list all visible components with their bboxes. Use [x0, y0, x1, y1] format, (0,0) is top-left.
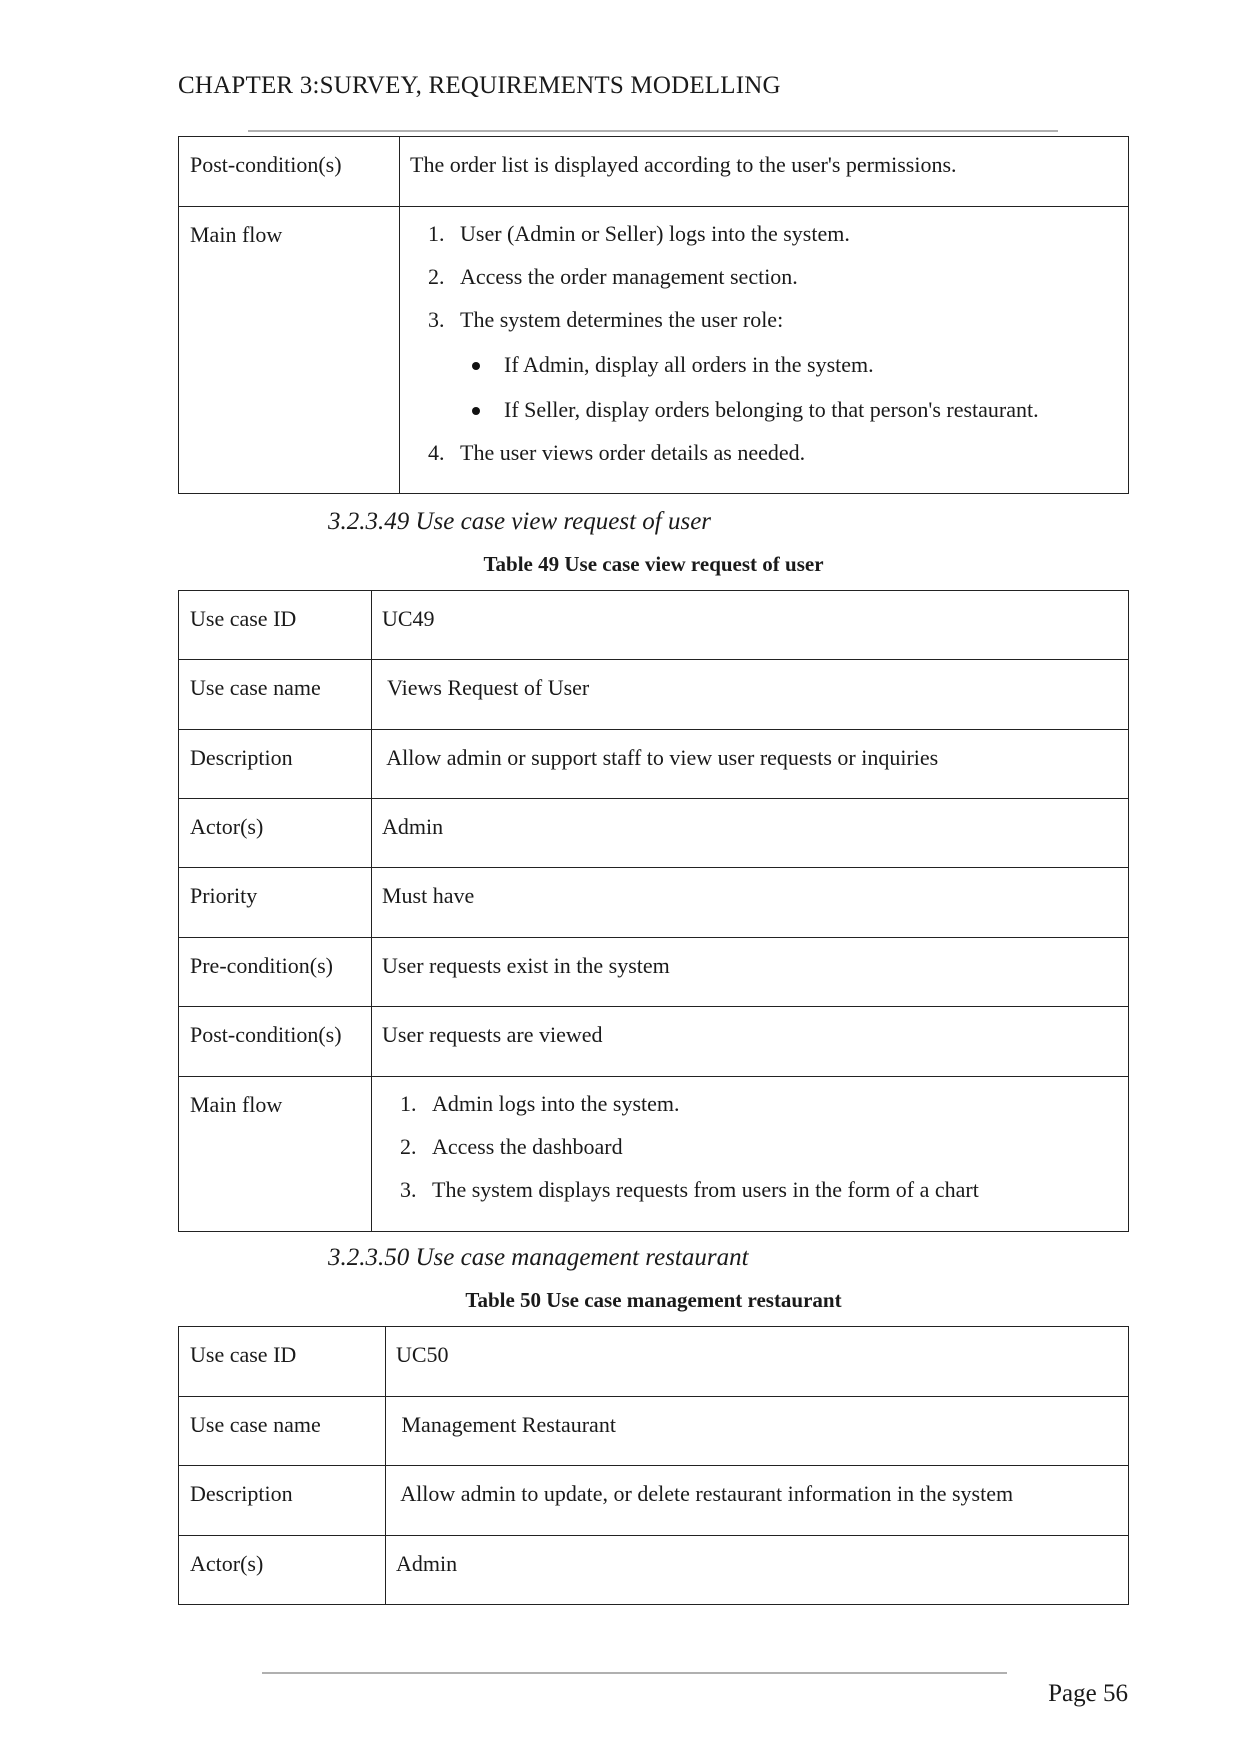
row-value: User requests are viewed	[372, 1007, 1129, 1077]
row-value: Management Restaurant	[386, 1397, 1129, 1466]
row-label: Description	[179, 730, 372, 799]
table-row	[179, 1397, 1129, 1466]
table-row	[179, 938, 1129, 1007]
table-50	[178, 1326, 1129, 1605]
flow-step	[450, 307, 1118, 423]
table-row	[179, 868, 1129, 938]
row-value: The order list is displayed according to the user's permissions.	[400, 137, 1129, 207]
table-caption-49: Table 49 Use case view request of user	[483, 552, 824, 576]
row-value: Admin	[372, 799, 1129, 868]
role-sublist	[460, 352, 1118, 423]
table-row	[179, 1077, 1129, 1232]
row-value: Allow admin or support staff to view user requests or inquiries	[372, 730, 1129, 799]
table-row	[179, 1536, 1129, 1605]
header-divider	[248, 130, 1058, 132]
row-label: Use case ID	[179, 1327, 386, 1397]
row-label: Description	[179, 1466, 386, 1536]
table-row	[179, 1466, 1129, 1536]
row-label: Actor(s)	[179, 1536, 386, 1605]
bullet-icon	[472, 362, 480, 370]
row-label: Post-condition(s)	[179, 1007, 372, 1077]
sub-item	[492, 397, 1118, 423]
main-flow-cell	[400, 207, 1129, 494]
row-label: Priority	[179, 868, 372, 938]
table-row	[179, 207, 1129, 494]
row-label: Actor(s)	[179, 799, 372, 868]
table-caption-50: Table 50 Use case management restaurant	[465, 1288, 842, 1312]
section-heading-50: 3.2.3.50 Use case management restaurant	[328, 1244, 749, 1271]
table-row	[179, 799, 1129, 868]
main-flow-cell	[372, 1077, 1129, 1232]
row-label: Pre-condition(s)	[179, 938, 372, 1007]
table-49	[178, 590, 1129, 1232]
flow-step: 1. User (Admin or Seller) logs into the system.	[450, 221, 1118, 247]
chapter-header: CHAPTER 3:SURVEY, REQUIREMENTS MODELLING	[178, 72, 781, 99]
row-value: User requests exist in the system	[372, 938, 1129, 1007]
table-row	[179, 730, 1129, 799]
row-value: UC49	[372, 591, 1129, 660]
page-number: Page 56	[1048, 1680, 1128, 1707]
sub-item-text: If Admin, display all orders in the system.	[504, 352, 874, 377]
table-row	[179, 1327, 1129, 1397]
table-48-continued	[178, 136, 1129, 494]
row-label: Use case name	[179, 660, 372, 730]
row-value: Admin	[386, 1536, 1129, 1605]
row-label: Main flow	[179, 1077, 372, 1232]
main-flow-list	[382, 1091, 1118, 1203]
bullet-icon	[472, 407, 480, 415]
row-value: UC50	[386, 1327, 1129, 1397]
row-label: Use case ID	[179, 591, 372, 660]
flow-step-text: The system determines the user role:	[460, 307, 784, 332]
table-row	[179, 660, 1129, 730]
footer-divider	[262, 1672, 1007, 1674]
main-flow-list	[410, 221, 1118, 466]
flow-step: 3. The system displays requests from users in the form of a chart	[422, 1177, 1118, 1203]
table-row	[179, 591, 1129, 660]
row-value: Views Request of User	[372, 660, 1129, 730]
flow-step: 1. Admin logs into the system.	[422, 1091, 1118, 1117]
flow-step: 2. Access the dashboard	[422, 1134, 1118, 1160]
row-value: Must have	[372, 868, 1129, 938]
flow-step-text: Access the order management section.	[460, 264, 798, 289]
sub-item	[492, 352, 1118, 378]
row-label: Use case name	[179, 1397, 386, 1466]
table-row	[179, 1007, 1129, 1077]
row-label: Main flow	[179, 207, 400, 494]
row-value: Allow admin to update, or delete restaurant information in the system	[386, 1466, 1129, 1536]
flow-step: 4. The user views order details as needed.	[450, 440, 1118, 466]
section-heading-49: 3.2.3.49 Use case view request of user	[328, 508, 712, 535]
sub-item-text: If Seller, display orders belonging to that person's restaurant.	[504, 397, 1039, 422]
table-row	[179, 137, 1129, 207]
flow-step	[450, 264, 1118, 290]
row-label: Post-condition(s)	[179, 137, 400, 207]
